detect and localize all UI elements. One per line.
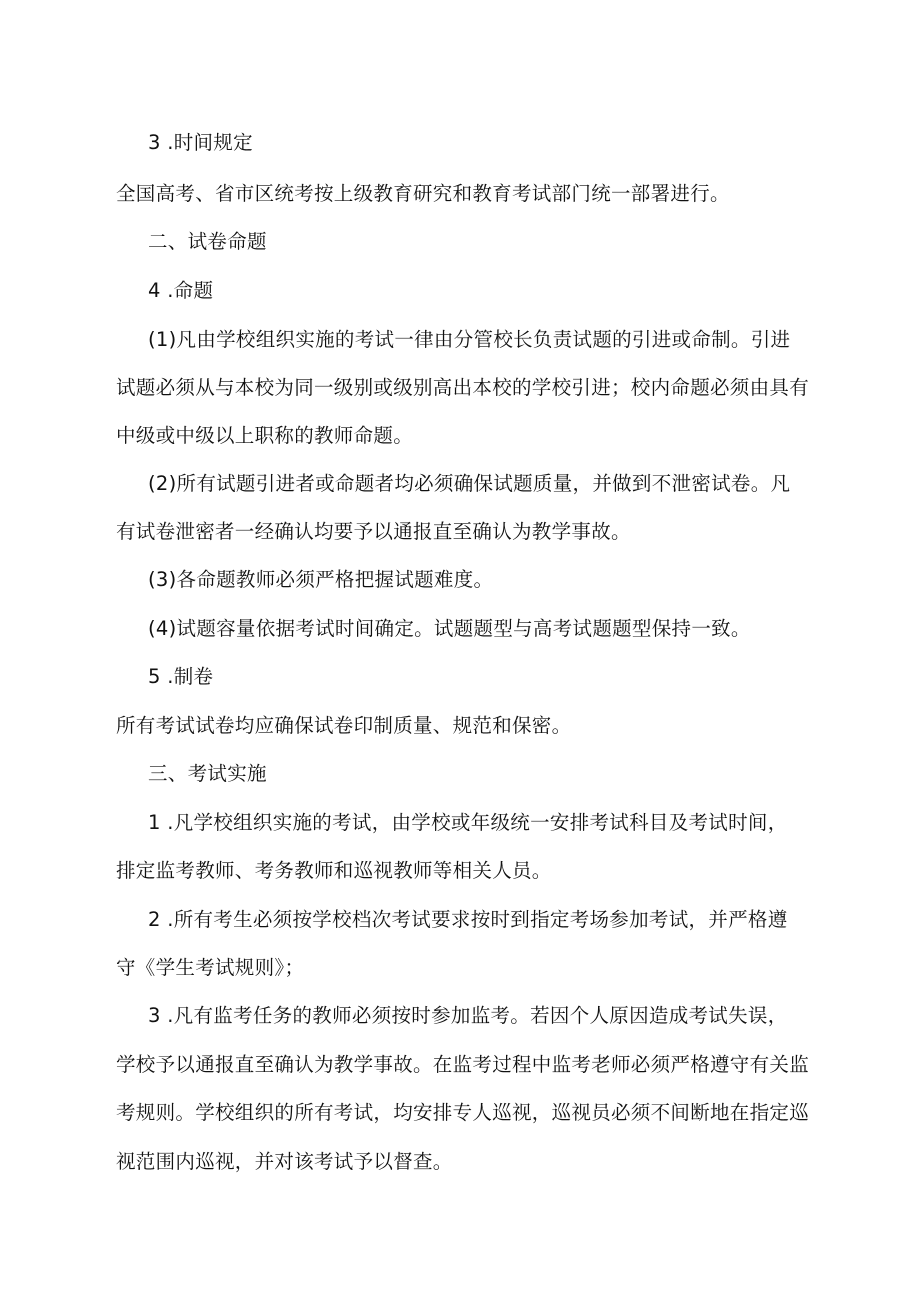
paragraph-line: 所有考试试卷均应确保试卷印制质量、规范和保密。 (116, 714, 572, 737)
paragraph-line: (1)凡由学校组织实施的考试一律由分管校长负责试题的引进或命制。引进 (148, 328, 791, 351)
paragraph-line: 学校予以通报直至确认为教学事故。在监考过程中监考老师必须严格遵守有关监 (116, 1053, 810, 1076)
section-heading-exam-implementation: 三、考试实施 (148, 762, 267, 785)
paragraph-line: 排定监考教师、考务教师和巡视教师等相关人员。 (116, 859, 552, 882)
section-heading-proposition: 4 .命题 (148, 279, 214, 302)
paragraph-line: 考规则。学校组织的所有考试，均安排专人巡视，巡视员必须不间断地在指定巡 (116, 1101, 810, 1124)
section-heading-time-rules: 3 .时间规定 (148, 131, 253, 154)
paragraph-line: 2 .所有考生必须按学校档次考试要求按时到指定考场参加考试，并严格遵 (148, 908, 788, 931)
paragraph-line: 3 .凡有监考任务的教师必须按时参加监考。若因个人原因造成考试失误， (148, 1004, 788, 1027)
section-heading-paper-setting: 二、试卷命题 (148, 230, 267, 253)
paragraph-line: 全国高考、省市区统考按上级教育研究和教育考试部门统一部署进行。 (116, 182, 730, 205)
section-heading-paper-making: 5 .制卷 (148, 665, 214, 688)
paragraph-line: (3)各命题教师必须严格把握试题难度。 (148, 568, 494, 591)
paragraph-line: (4)试题容量依据考试时间确定。试题题型与高考试题题型保持一致。 (148, 617, 751, 640)
paragraph-line: 中级或中级以上职称的教师命题。 (116, 424, 414, 447)
paragraph-line: 守《学生考试规则》； (116, 956, 305, 979)
paragraph-line: 视范围内巡视，并对该考试予以督查。 (116, 1150, 453, 1173)
paragraph-line: 1 .凡学校组织实施的考试，由学校或年级统一安排考试科目及考试时间， (148, 811, 788, 834)
paragraph-line: 有试卷泄密者一经确认均要予以通报直至确认为教学事故。 (116, 520, 631, 543)
paragraph-line: 试题必须从与本校为同一级别或级别高出本校的学校引进；校内命题必须由具有 (116, 376, 810, 399)
paragraph-line: (2)所有试题引进者或命题者均必须确保试题质量，并做到不泄密试卷。凡 (148, 472, 791, 495)
